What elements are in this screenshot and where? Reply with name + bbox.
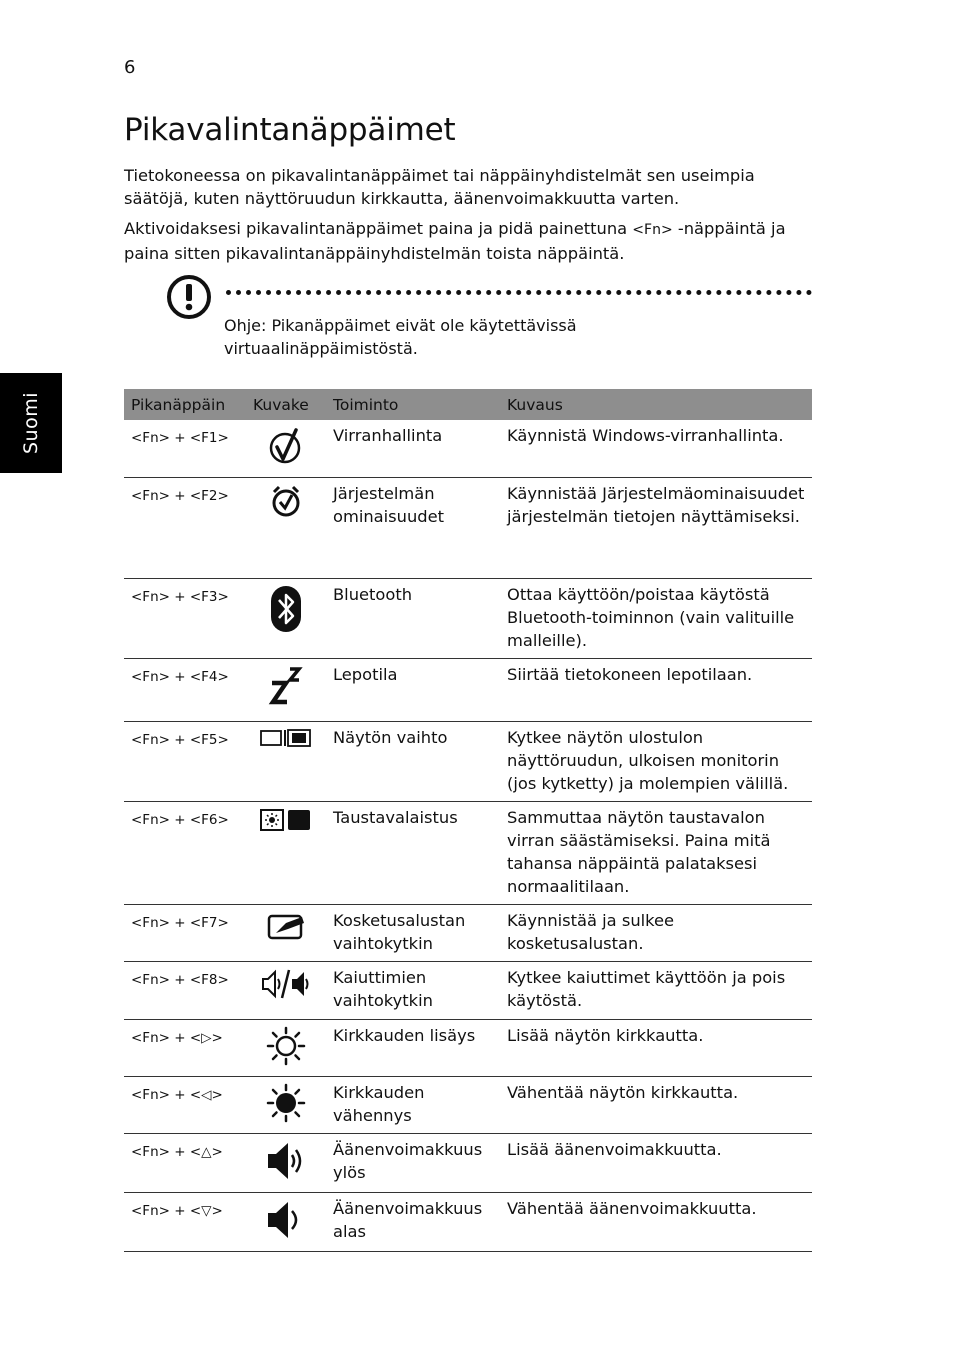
exclamation-circle-icon	[166, 274, 212, 324]
header-description: Kuvaus	[500, 389, 812, 420]
hotkey-cell: <Fn> + <F2>	[124, 477, 246, 578]
hotkey-cell: <Fn> + <F7>	[124, 904, 246, 961]
table-row	[124, 904, 812, 961]
note-label: Ohje	[224, 316, 262, 335]
description-cell: Siirtää tietokoneen lepotilaan.	[500, 658, 812, 721]
header-function: Toiminto	[326, 389, 500, 420]
description-cell: Käynnistää ja sulkee kosketusalustan.	[500, 904, 812, 961]
header-hotkey: Pikanäppäin	[124, 389, 246, 420]
description-cell: Lisää näytön kirkkautta.	[500, 1019, 812, 1076]
description-cell: Käynnistää Järjestelmäominaisuudet järjestelmän tietojen näyttämiseksi.	[500, 477, 812, 578]
intro-paragraph-2	[124, 217, 814, 265]
function-cell: Lepotila	[326, 658, 500, 721]
description-cell: Kytkee kaiuttimet käyttöön ja pois käytöstä.	[500, 961, 812, 1019]
description-cell: Kytkee näytön ulostulon näyttöruudun, ulkoisen monitorin (jos kytketty) ja molempien välillä.	[500, 721, 812, 801]
hotkey-cell: <Fn> + <▷>	[124, 1019, 246, 1076]
hotkey-cell: <Fn> + <F1>	[124, 420, 246, 477]
note-divider	[226, 290, 812, 295]
brightness-up-icon	[266, 1051, 306, 1070]
function-cell: Kaiuttimien vaihtokytkin	[326, 961, 500, 1019]
table-row	[124, 578, 812, 658]
bluetooth-icon	[269, 618, 303, 637]
function-cell: Kirkkauden vähennys	[326, 1076, 500, 1133]
speaker-toggle-icon	[261, 985, 311, 1004]
volume-down-icon	[266, 1226, 306, 1245]
table-row	[124, 477, 812, 578]
function-cell: Kirkkauden lisäys	[326, 1019, 500, 1076]
sleep-icon	[268, 692, 304, 711]
function-cell: Äänenvoimakkuus ylös	[326, 1133, 500, 1192]
table-row	[124, 658, 812, 721]
table-row	[124, 1076, 812, 1133]
language-side-tab	[0, 373, 62, 473]
table-row	[124, 801, 812, 904]
table-row	[124, 721, 812, 801]
table-row	[124, 1192, 812, 1251]
power-management-icon	[268, 451, 304, 470]
description-cell: Ottaa käyttöön/poistaa käytöstä Bluetooth-toiminnon (vain valituille malleille).	[500, 578, 812, 658]
hotkey-cell: <Fn> + <▽>	[124, 1192, 246, 1251]
description-cell: Käynnistä Windows-virranhallinta.	[500, 420, 812, 477]
header-icon: Kuvake	[246, 389, 326, 420]
note-body: : Pikanäppäimet eivät ole käytettävissä virtuaalinäppäimistöstä.	[224, 316, 577, 358]
function-cell: Äänenvoimakkuus alas	[326, 1192, 500, 1251]
description-cell: Vähentää äänenvoimakkuutta.	[500, 1192, 812, 1251]
touchpad-toggle-icon	[266, 926, 306, 945]
volume-up-icon	[266, 1167, 306, 1186]
hotkey-cell: <Fn> + <F4>	[124, 658, 246, 721]
backlight-icon	[260, 817, 312, 836]
hotkey-cell: <Fn> + <F5>	[124, 721, 246, 801]
table-header-row	[124, 389, 812, 420]
table-row	[124, 961, 812, 1019]
intro-p2-text: Aktivoidaksesi pikavalintanäppäimet paina ja pidä painettuna	[124, 219, 633, 238]
hotkey-cell: <Fn> + <F8>	[124, 961, 246, 1019]
table-row	[124, 1019, 812, 1076]
table-row	[124, 1133, 812, 1192]
note-text	[224, 314, 644, 360]
hotkey-cell: <Fn> + <△>	[124, 1133, 246, 1192]
brightness-down-icon	[266, 1108, 306, 1127]
display-toggle-icon	[260, 733, 312, 752]
hotkey-cell: <Fn> + <F6>	[124, 801, 246, 904]
page-number: 6	[124, 57, 136, 78]
hotkey-cell: <Fn> + <F3>	[124, 578, 246, 658]
function-cell: Näytön vaihto	[326, 721, 500, 801]
intro-paragraph-1: Tietokoneessa on pikavalintanäppäimet tai näppäinyhdistelmät sen useimpia säätöjä, kuten näyttöruudun kirkkautta, äänenvoimakkuutta varten.	[124, 166, 755, 208]
function-cell: Virranhallinta	[326, 420, 500, 477]
function-cell: Kosketusalustan vaihtokytkin	[326, 904, 500, 961]
intro-p2-text-end: -näppäintä ja paina sitten pikavalintanäppäinyhdistelmän toista näppäintä.	[124, 219, 786, 263]
fn-key-label: <Fn>	[632, 222, 673, 238]
description-cell: Vähentää näytön kirkkautta.	[500, 1076, 812, 1133]
hotkey-table	[124, 389, 812, 1252]
function-cell: Bluetooth	[326, 578, 500, 658]
side-tab-label: Suomi	[20, 391, 42, 455]
table-row	[124, 420, 812, 477]
page-title: Pikavalintanäppäimet	[124, 112, 456, 148]
system-properties-icon	[269, 503, 303, 522]
hotkey-cell: <Fn> + <◁>	[124, 1076, 246, 1133]
function-cell: Järjestelmän ominaisuudet	[326, 477, 500, 578]
description-cell: Sammuttaa näytön taustavalon virran säästämiseksi. Paina mitä tahansa näppäintä palataksesi normaalitilaan.	[500, 801, 812, 904]
description-cell: Lisää äänenvoimakkuutta.	[500, 1133, 812, 1192]
function-cell: Taustavalaistus	[326, 801, 500, 904]
